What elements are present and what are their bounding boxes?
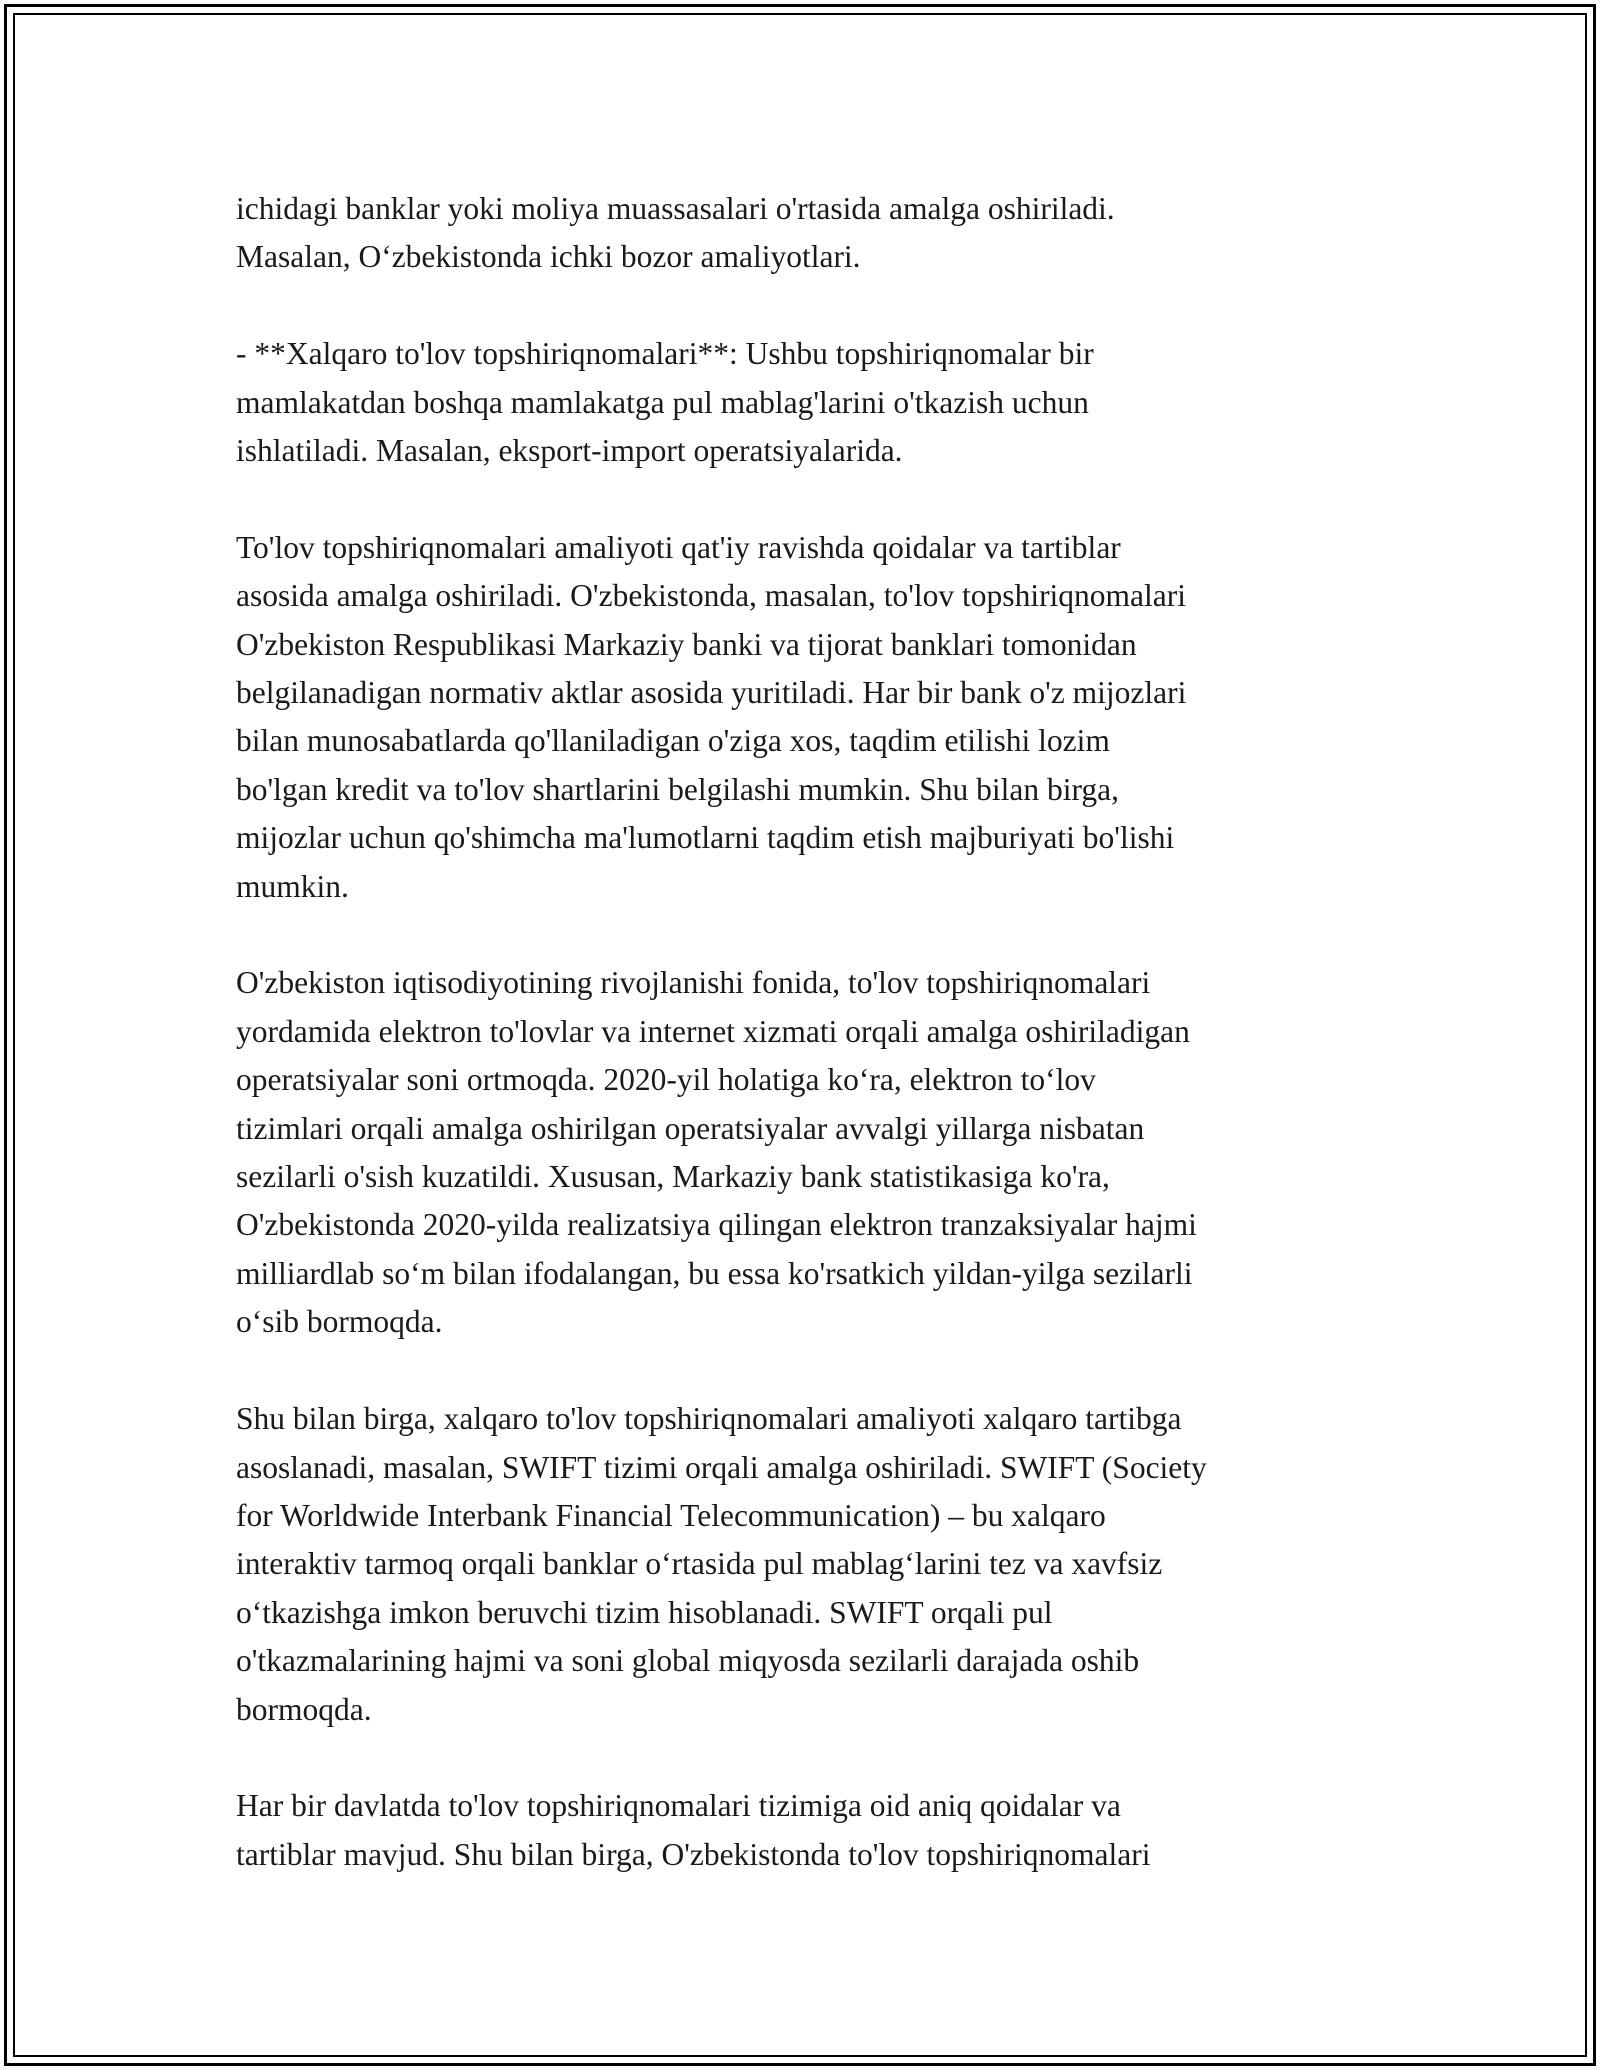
text-line: ichidagi banklar yoki moliya muassasalari o'rtasida amalga oshiriladi.: [236, 191, 1115, 226]
text-line: yordamida elektron to'lovlar va internet xizmati orqali amalga oshiriladigan: [236, 1013, 1190, 1049]
text-line: tizimlari orqali amalga oshirilgan operatsiyalar avvalgi yillarga nisbatan: [236, 1110, 1145, 1146]
text-line: belgilanadigan normativ aktlar asosida yuritiladi. Har bir bank o'z mijozlari: [236, 675, 1187, 711]
paragraph-1: [236, 185, 1376, 282]
text-line: Shu bilan birga, xalqaro to'lov topshiriqnomalari amaliyoti xalqaro tartibga: [236, 1401, 1182, 1437]
paragraph-6: [236, 1782, 1376, 1879]
text-line: operatsiyalar soni ortmoqda. 2020-yil holatiga ko‘ra, elektron to‘lov: [236, 1062, 1096, 1098]
text-line: tartiblar mavjud. Shu bilan birga, O'zbekistonda to'lov topshiriqnomalari: [236, 1836, 1151, 1872]
text-line: sezilarli o'sish kuzatildi. Xususan, Markaziy bank statistikasiga ko'ra,: [236, 1159, 1110, 1195]
paragraph-5: [236, 1395, 1376, 1734]
text-line: bormoqda.: [236, 1691, 372, 1727]
paragraph-2: [236, 330, 1376, 475]
text-line: bilan munosabatlarda qo'llaniladigan o'ziga xos, taqdim etilishi lozim: [236, 723, 1110, 759]
text-line: o'tkazmalarining hajmi va soni global miqyosda sezilarli darajada oshib: [236, 1643, 1140, 1679]
text-line: Har bir davlatda to'lov topshiriqnomalari tizimiga oid aniq qoidalar va: [236, 1788, 1121, 1824]
text-line: for Worldwide Interbank Financial Telecommunication) – bu xalqaro: [236, 1497, 1106, 1533]
text-line: asosida amalga oshiriladi. O'zbekistonda, masalan, to'lov topshiriqnomalari: [236, 578, 1187, 614]
paragraph-4: [236, 959, 1376, 1346]
text-line: Masalan, O‘zbekistonda ichki bozor amaliyotlari.: [236, 239, 861, 275]
text-line: O'zbekistonda 2020-yilda realizatsiya qilingan elektron tranzaksiyalar hajmi: [236, 1207, 1197, 1243]
paragraph-3: [236, 524, 1376, 911]
text-line: To'lov topshiriqnomalari amaliyoti qat'iy ravishda qoidalar va tartiblar: [236, 529, 1121, 565]
text-line: milliardlab so‘m bilan ifodalangan, bu essa ko'rsatkich yildan-yilga sezilarli: [236, 1255, 1193, 1291]
text-line: mumkin.: [236, 868, 349, 904]
text-line: o‘sib bormoqda.: [236, 1304, 443, 1340]
text-line: mamlakatdan boshqa mamlakatga pul mablag'larini o'tkazish uchun: [236, 384, 1089, 420]
text-line: o‘tkazishga imkon beruvchi tizim hisoblanadi. SWIFT orqali pul: [236, 1594, 1053, 1630]
text-line: - **Xalqaro to'lov topshiriqnomalari**: Ushbu topshiriqnomalar bir: [236, 336, 1094, 372]
text-line: O'zbekiston iqtisodiyotining rivojlanishi fonida, to'lov topshiriqnomalari: [236, 965, 1151, 1001]
text-line: bo'lgan kredit va to'lov shartlarini belgilashi mumkin. Shu bilan birga,: [236, 771, 1120, 807]
text-line: interaktiv tarmoq orqali banklar o‘rtasida pul mablag‘larini tez va xavfsiz: [236, 1546, 1163, 1582]
text-line: ishlatiladi. Masalan, eksport-import operatsiyalarida.: [236, 433, 903, 469]
document-body: [236, 185, 1376, 1879]
text-line: asoslanadi, masalan, SWIFT tizimi orqali amalga oshiriladi. SWIFT (Society: [236, 1449, 1207, 1485]
text-line: O'zbekiston Respublikasi Markaziy banki va tijorat banklari tomonidan: [236, 626, 1137, 662]
text-line: mijozlar uchun qo'shimcha ma'lumotlarni taqdim etish majburiyati bo'lishi: [236, 820, 1175, 856]
